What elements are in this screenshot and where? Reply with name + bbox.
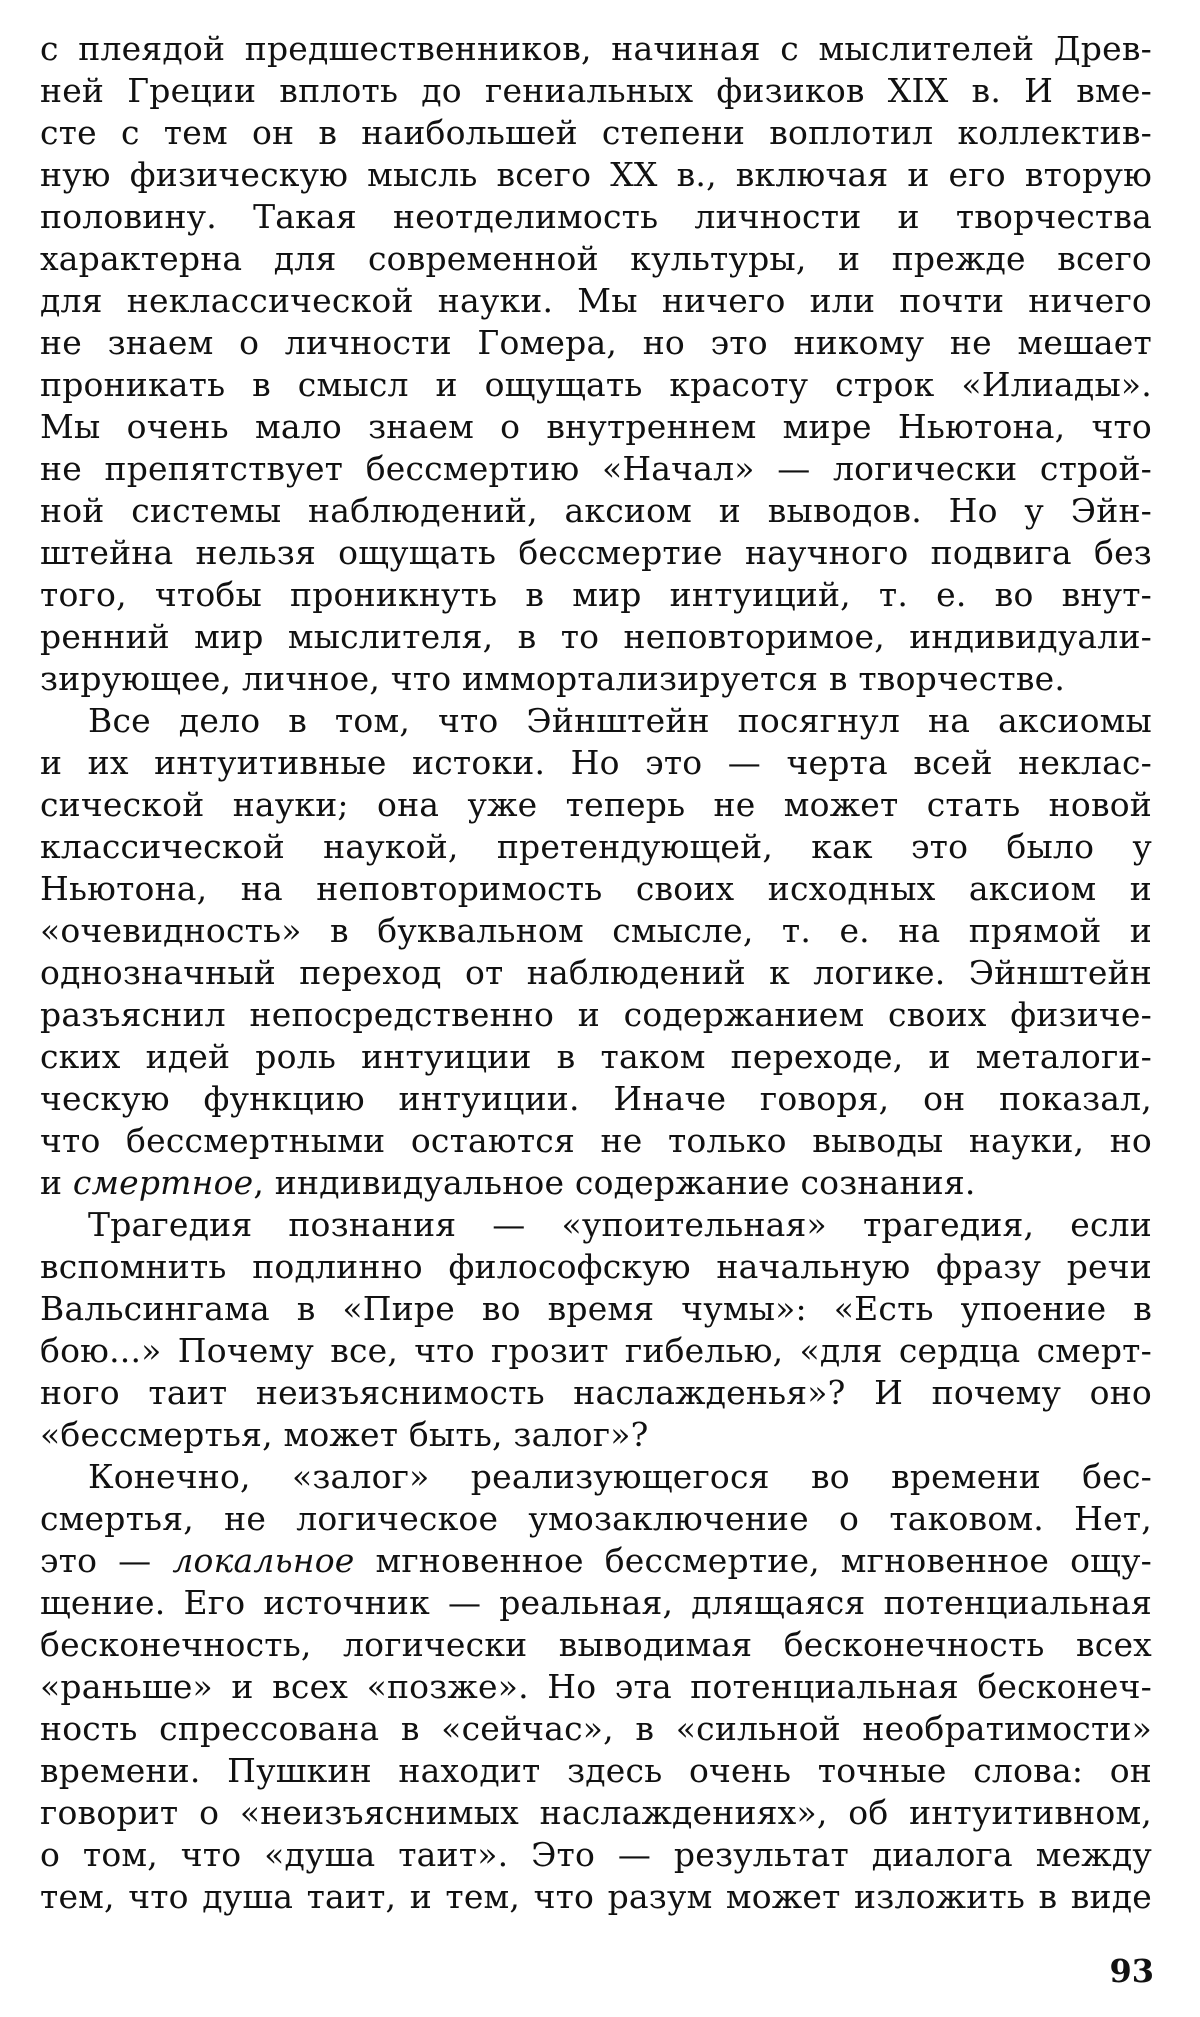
text-line: Мы очень мало знаем о внутреннем мире Ньютона, что	[40, 407, 1152, 446]
text-run: , индивидуальное содержание сознания.	[253, 1163, 976, 1202]
text-line: щение. Его источник — реальная, длящаяся потенциальная	[40, 1583, 1152, 1622]
text-line: Вальсингама в «Пире во время чумы»: «Есть упоение в	[40, 1289, 1152, 1328]
paragraph-start-line: Все дело в том, что Эйнштейн посягнул на аксиомы	[88, 701, 1152, 740]
text-line: ренний мир мыслителя, в то неповторимое, индивидуали-	[40, 617, 1152, 656]
text-line: «очевидность» в буквальном смысле, т. е. на прямой и	[40, 911, 1152, 950]
text-run: мгновенное бессмертие, мгновенное ощу-	[354, 1541, 1152, 1580]
paragraph-start-line: Трагедия познания — «упоительная» трагедия, если	[88, 1205, 1152, 1244]
emphasis-word: локальное	[172, 1541, 355, 1580]
text-run: это —	[40, 1541, 173, 1580]
text-line: проникать в смысл и ощущать красоту строк «Илиады».	[40, 365, 1152, 404]
text-line: для неклассической науки. Мы ничего или почти ничего	[40, 281, 1152, 320]
text-line: ность спрессована в «сейчас», в «сильной необратимости»	[40, 1709, 1152, 1748]
text-line: ную физическую мысль всего XX в., включая и его вторую	[40, 155, 1152, 194]
text-line: не препятствует бессмертию «Начал» — логически строй-	[40, 449, 1152, 488]
text-line: с плеядой предшественников, начиная с мыслителей Древ-	[40, 29, 1152, 68]
text-line: ней Греции вплоть до гениальных физиков XIX в. И вме-	[40, 71, 1152, 110]
text-line: штейна нельзя ощущать бессмертие научного подвига без	[40, 533, 1152, 572]
text-line: бою...» Почему все, что грозит гибелью, «для сердца смерт-	[40, 1331, 1152, 1370]
text-line: бесконечность, логически выводимая бесконечность всех	[40, 1625, 1152, 1664]
text-line: «раньше» и всех «позже». Но эта потенциальная бесконеч-	[40, 1667, 1152, 1706]
page-number: 93	[1109, 1952, 1154, 1990]
text-line: зирующее, личное, что иммортализируется в творчестве.	[40, 659, 1066, 698]
text-line: сте с тем он в наибольшей степени воплотил коллектив-	[40, 113, 1152, 152]
text-line: сической науки; она уже теперь не может стать новой	[40, 785, 1152, 824]
text-line: времени. Пушкин находит здесь очень точные слова: он	[40, 1751, 1152, 1790]
text-line: о том, что «душа таит». Это — результат диалога между	[40, 1835, 1152, 1874]
text-line: смертья, не логическое умозаключение о таковом. Нет,	[40, 1499, 1152, 1538]
text-line: ного таит неизъяснимость наслажденья»? И почему оно	[40, 1373, 1152, 1412]
text-line: «бессмертья, может быть, залог»?	[40, 1415, 649, 1454]
text-line: тем, что душа таит, и тем, что разум может изложить в виде	[40, 1877, 1152, 1916]
text-line: что бессмертными остаются не только выводы науки, но	[40, 1121, 1152, 1160]
text-line: ских идей роль интуиции в таком переходе, и металоги-	[40, 1037, 1152, 1076]
emphasis-word: смертное	[72, 1163, 254, 1202]
paragraph-start-line: Конечно, «залог» реализующегося во времени бес-	[88, 1457, 1152, 1496]
text-line: говорит о «неизъяснимых наслаждениях», об интуитивном,	[40, 1793, 1152, 1832]
text-line: ной системы наблюдений, аксиом и выводов. Но у Эйн-	[40, 491, 1152, 530]
text-line: ческую функцию интуиции. Иначе говоря, он показал,	[40, 1079, 1152, 1118]
text-line-with-emphasis	[40, 1540, 1152, 1582]
text-line: не знаем о личности Гомера, но это никому не мешает	[40, 323, 1152, 362]
text-line: Ньютона, на неповторимость своих исходных аксиом и	[40, 869, 1152, 908]
text-line: однозначный переход от наблюдений к логике. Эйнштейн	[40, 953, 1152, 992]
text-line: и их интуитивные истоки. Но это — черта всей неклас-	[40, 743, 1152, 782]
text-line: характерна для современной культуры, и прежде всего	[40, 239, 1152, 278]
page-body	[40, 28, 1152, 1918]
text-line: классической наукой, претендующей, как это было у	[40, 827, 1152, 866]
text-line: разъяснил непосредственно и содержанием своих физиче-	[40, 995, 1152, 1034]
text-line: половину. Такая неотделимость личности и творчества	[40, 197, 1152, 236]
text-line: вспомнить подлинно философскую начальную фразу речи	[40, 1247, 1152, 1286]
text-run: и	[40, 1163, 73, 1202]
text-line: того, чтобы проникнуть в мир интуиций, т. е. во внут-	[40, 575, 1152, 614]
text-line-with-emphasis	[40, 1162, 1152, 1204]
